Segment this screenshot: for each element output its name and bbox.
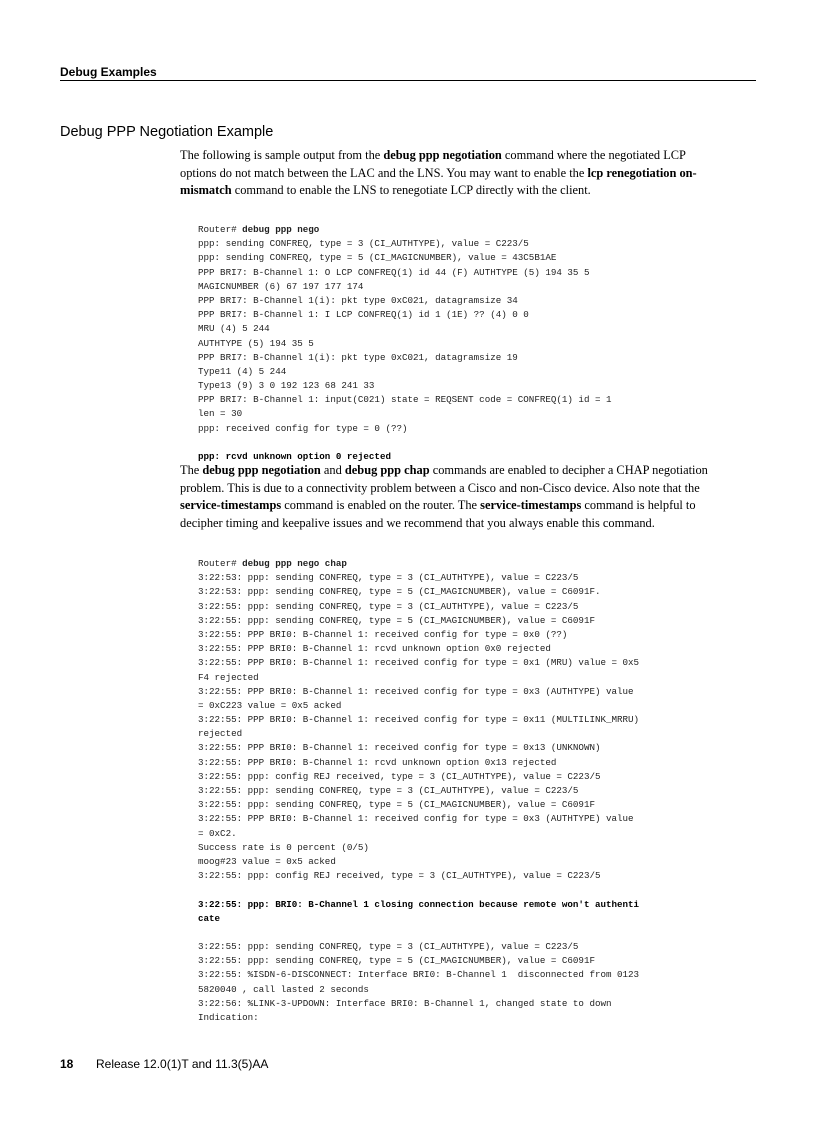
code-line: = 0xC223 value = 0x5 acked [198,699,342,711]
code-line: F4 rejected [198,671,259,683]
code-line: cate [198,912,221,924]
code-line: MAGICNUMBER (6) 67 197 177 174 [198,280,364,292]
code-line: 3:22:55: PPP BRI0: B-Channel 1: rcvd unknown option 0x0 rejected [198,643,551,655]
code-line: Success rate is 0 percent (0/5) [198,841,369,853]
para2-bold-3: service-timestamps [180,498,282,513]
code-line: PPP BRI7: B-Channel 1(i): pkt type 0xC021, datagramsize 34 [198,294,518,306]
code-line: 3:22:55: PPP BRI0: B-Channel 1: received config for type = 0x3 (AUTHTYPE) value [198,685,634,697]
code2-bold-lines [198,898,728,926]
section-heading: Debug PPP Negotiation Example [60,124,274,140]
para1-text-2: command where the negotiated LCP options do not match between the LAC and the LNS. You may want to enable the [180,148,686,180]
code-line: 3:22:55: PPP BRI0: B-Channel 1: received config for type = 0x0 (??) [198,628,568,640]
code-line: 3:22:55: PPP BRI0: B-Channel 1: received config for type = 0x1 (MRU) value = 0x5 [198,657,640,669]
code1-prompt: Router# [198,224,243,235]
code2-command-line [198,557,728,571]
code-line: 3:22:55: ppp: sending CONFREQ, type = 5 (CI_MAGICNUMBER), value = C6091F [198,799,595,811]
code-line: ppp: received config for type = 0 (??) [198,422,408,434]
para1-text-3: command to enable the LNS to renegotiate LCP directly with the client. [231,183,591,198]
code-line: PPP BRI7: B-Channel 1: O LCP CONFREQ(1) id 44 (F) AUTHTYPE (5) 194 35 5 [198,266,590,278]
code-line: 3:22:55: ppp: sending CONFREQ, type = 3 (CI_AUTHTYPE), value = C223/5 [198,941,579,953]
code2-lines-b [198,940,728,1025]
code2-command: debug ppp nego chap [242,558,347,569]
code-line: 3:22:56: %LINK-3-UPDOWN: Interface BRI0: B-Channel 1, changed state to down [198,997,612,1009]
code-line: ppp: sending CONFREQ, type = 3 (CI_AUTHTYPE), value = C223/5 [198,238,529,250]
code1-bold-line: ppp: rcvd unknown option 0 rejected [198,451,391,462]
code-line: 3:22:55: PPP BRI0: B-Channel 1: rcvd unknown option 0x13 rejected [198,756,557,768]
page-footer [60,1057,269,1071]
code-line: AUTHTYPE (5) 194 35 5 [198,337,314,349]
code-line: PPP BRI7: B-Channel 1: I LCP CONFREQ(1) id 1 (1E) ?? (4) 0 0 [198,309,529,321]
code-line: moog#23 value = 0x5 acked [198,855,336,867]
para1-text-1: The following is sample output from the [180,148,384,162]
code-line: ppp: sending CONFREQ, type = 5 (CI_MAGICNUMBER), value = 43C5B1AE [198,252,557,264]
code-line: 3:22:53: ppp: sending CONFREQ, type = 5 (CI_MAGICNUMBER), value = C6091F. [198,586,601,598]
code2-spacer-1 [198,883,728,897]
code-line: 3:22:55: ppp: sending CONFREQ, type = 5 (CI_MAGICNUMBER), value = C6091F [198,614,595,626]
running-header: Debug Examples [60,65,157,79]
code-line: rejected [198,728,243,740]
release-label: Release 12.0(1)T and 11.3(5)AA [96,1057,269,1071]
code-line: Type13 (9) 3 0 192 123 68 241 33 [198,380,375,392]
code2-prompt: Router# [198,558,243,569]
code-block-2 [198,557,728,1025]
para2-bold-1: debug ppp negotiation [202,463,321,477]
code-line: 3:22:55: ppp: sending CONFREQ, type = 3 (CI_AUTHTYPE), value = C223/5 [198,785,579,796]
code-line: 5820040 , call lasted 2 seconds [198,983,369,995]
code1-lines [198,237,728,436]
code-line: = 0xC2. [198,827,237,839]
code-line: PPP BRI7: B-Channel 1: input(C021) state = REQSENT code = CONFREQ(1) id = 1 [198,394,612,406]
para2-text-1: The [180,463,203,477]
para2-text-4: command is enabled on the router. The [281,498,481,513]
code-line: 3:22:55: PPP BRI0: B-Channel 1: received config for type = 0x11 (MULTILINK_MRRU) [198,714,640,726]
code-line: 3:22:55: ppp: sending CONFREQ, type = 3 (CI_AUTHTYPE), value = C223/5 [198,600,579,612]
code-block-1 [198,223,728,464]
code1-spacer [198,436,728,450]
para1-bold-1: debug ppp negotiation [383,148,502,162]
code-line: 3:22:55: ppp: BRI0: B-Channel 1 closing connection because remote won't authenti [198,898,640,910]
para1-bold-2: lcp renegotiation on-mismatch [180,165,697,198]
page-number: 18 [60,1057,74,1071]
para2-text-5: command is helpful to decipher timing and keepalive issues and we recommend that you always enable this command. [180,498,696,530]
code-line: 3:22:55: PPP BRI0: B-Channel 1: received config for type = 0x13 (UNKNOWN) [198,742,601,754]
para2-bold-2: debug ppp chap [344,463,430,477]
code-line: 3:22:55: PPP BRI0: B-Channel 1: received config for type = 0x3 (AUTHTYPE) value [198,813,634,825]
code-line: 3:22:53: ppp: sending CONFREQ, type = 3 (CI_AUTHTYPE), value = C223/5 [198,572,579,584]
code2-spacer-2 [198,926,728,940]
header-rule [60,80,756,81]
code-line: Type11 (4) 5 244 [198,365,287,377]
code-line: len = 30 [198,408,243,420]
code-line: 3:22:55: ppp: config REJ received, type = 3 (CI_AUTHTYPE), value = C223/5 [198,870,601,882]
code-line: 3:22:55: ppp: sending CONFREQ, type = 5 (CI_MAGICNUMBER), value = C6091F [198,955,595,967]
code-line: 3:22:55: %ISDN-6-DISCONNECT: Interface BRI0: B-Channel 1 disconnected from 0123 [198,969,640,981]
para2-text-3: commands are enabled to decipher a CHAP negotiation problem. This is due to a connectivity problem between a Cisco and non-Cisco device. Also note that the [180,463,708,495]
code2-lines-a [198,571,728,883]
code1-command-line [198,223,728,237]
code-line: Indication: [198,1012,259,1023]
code1-command: debug ppp nego [242,224,320,235]
code-line: MRU (4) 5 244 [198,323,270,335]
chap-paragraph [180,462,720,532]
intro-paragraph [180,147,720,200]
para2-text-2: and [320,463,345,477]
para2-bold-4: service-timestamps [480,498,582,513]
code-line: 3:22:55: ppp: config REJ received, type = 3 (CI_AUTHTYPE), value = C223/5 [198,770,601,782]
code-line: PPP BRI7: B-Channel 1(i): pkt type 0xC021, datagramsize 19 [198,351,518,363]
